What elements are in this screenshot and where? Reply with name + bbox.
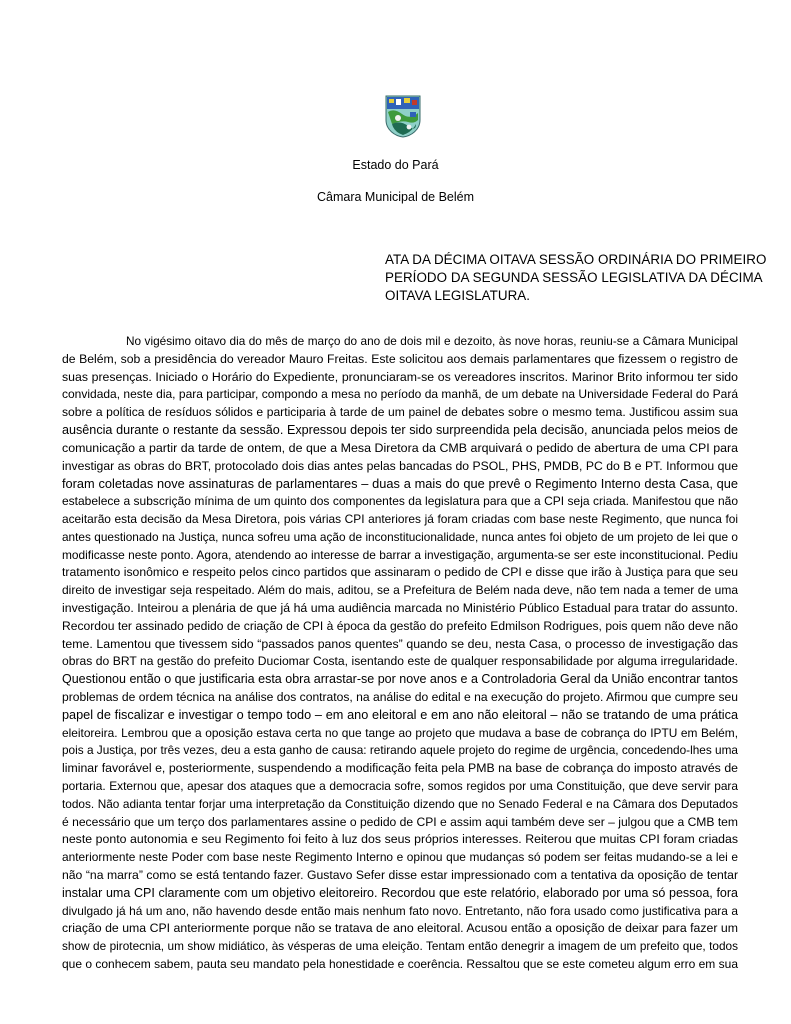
body-line: criação de uma CPI anteriormente porque não se tratava de ano eleitoral. Acusou então a oposição de deixar para fazer um	[62, 921, 738, 936]
chamber-name: Câmara Municipal de Belém	[316, 190, 474, 204]
body-line: pois a Justiça, por três vezes, deu a esta ganho de causa: retirando aquele projeto do regime de urgência, concedendo-lhes uma	[62, 743, 738, 758]
body-line: aceitarão esta decisão da Mesa Diretora, pois várias CPI anteriores já foram criadas com base neste Regimento, que nunca foi	[62, 511, 738, 526]
body-line: tratamento isonômico e respeito pelos cinco partidos que assinaram o pedido de CPI e disse que irão à Justiça para que seu	[62, 565, 738, 580]
body-line: ausência durante o restante da sessão. Expressou depois ter sido surpreendida pela decisão, anunciada pelos meios de	[62, 422, 738, 437]
title-line: OITAVA LEGISLATURA.	[385, 288, 531, 303]
body-line: suas presenças. Iniciado o Horário do Expediente, pronunciaram-se os vereadores inscritos. Marinor Brito informou ter sido	[62, 369, 738, 384]
body-line: todos. Não adianta tentar forjar uma interpretação da Constituição dizendo que no Senado Federal e na Câmara dos Deputados	[62, 796, 738, 811]
body-line: divulgado já há um ano, não havendo desde então mais nenhum fato novo. Entretanto, não fora usado como justificativa para a	[62, 903, 738, 918]
body-line: sobre a política de resíduos sólidos e participaria à tarde de um painel de debates sobre o mesmo tema. Justificou assim sua	[62, 405, 738, 420]
minutes-body-text	[62, 333, 738, 974]
body-line: instalar uma CPI claramente com um objetivo eleitoreiro. Recordou que este relatório, elaborado por uma só pessoa, fora	[62, 885, 738, 900]
body-line: portaria. Externou que, apesar dos ataques que a democracia sofre, somos regidos por uma Constituição, que deve servir para	[62, 778, 738, 793]
body-line: No vigésimo oitavo dia do mês de março do ano de dois mil e dezoito, às nove horas, reuniu-se a Câmara Municipal	[126, 334, 738, 348]
body-line: antes questionado na Justiça, nunca sofreu uma ação de inconstitucionalidade, nunca antes foi objeto de um projeto de lei que o	[62, 529, 738, 544]
document-title	[385, 251, 767, 305]
body-line: convidada, neste dia, para participar, compondo a mesa no período da manhã, de um debate na Universidade Federal do Pará	[62, 387, 738, 402]
body-line: modificasse neste ponto. Agora, atendendo ao interesse de barrar a investigação, argumenta-se ser este inconstitucional. Pediu	[62, 547, 738, 562]
body-line: obras do BRT na gestão do prefeito Duciomar Costa, isentando este de qualquer responsabilidade por alguma irregularidade.	[62, 654, 738, 669]
body-line: foram coletadas nove assinaturas de parlamentares – duas a mais do que prevê o Regimento Interno desta Casa, que	[62, 476, 738, 492]
title-line: ATA DA DÉCIMA OITAVA SESSÃO ORDINÁRIA DO PRIMEIRO	[385, 252, 767, 267]
body-line: estabelece a subscrição mínima de um quinto dos componentes da legislatura para que a CPI seja criada. Manifestou que não	[62, 494, 738, 509]
body-line: que o conhecem sabem, pauta seu mandato pela honestidade e coerência. Ressaltou que se este cometeu algum erro em sua	[62, 956, 738, 971]
body-line: papel de fiscalizar e investigar o tempo todo – em ano eleitoral e em ano não eleitoral – não se tratando de uma prática	[62, 707, 738, 722]
body-line: de Belém, sob a presidência do vereador Mauro Freitas. Este solicitou aos demais parlamentares que fizessem o registro de	[62, 351, 738, 366]
body-line: é necessário que um terço dos parlamentares assine o pedido de CPI e assim aqui também deve ser – julgou que a CMB tem	[62, 814, 738, 829]
body-line: não “na marra” como se está tentando fazer. Gustavo Sefer disse estar impressionado com a tentativa da oposição de tentar	[62, 867, 738, 882]
body-line: Recordou ter assinado pedido de criação de CPI à época da gestão do prefeito Edmilson Rodrigues, pois quem não deve não	[62, 618, 738, 633]
body-line: investigar as obras do BRT, protocolado dois dias antes pelas bancadas do PSOL, PHS, PMDB, PC do B e PT. Informou que	[62, 458, 738, 473]
title-line: PERÍODO DA SEGUNDA SESSÃO LEGISLATIVA DA DÉCIMA	[385, 270, 763, 285]
body-line: investigação. Inteirou a plenária de que já há uma audiência marcada no Ministério Público Estadual para tratar do assunto.	[62, 600, 738, 615]
state-name: Estado do Pará	[352, 158, 439, 172]
body-line: anteriormente neste Poder com base neste Regimento Interno e opinou que mudanças só podem ser feitas mudando-se a lei e	[62, 850, 738, 865]
body-line: liminar favorável e, posteriormente, suspendendo a modificação feita pela PMB na base de cobrança do imposto através de	[62, 761, 738, 776]
body-line: neste ponto autonomia e seu Regimento foi feito à luz dos seus próprios interesses. Reiterou que muitas CPI foram criadas	[62, 832, 738, 847]
body-line: direito de investigar seja respeitado. Além do mais, aditou, se a Prefeitura de Belém nada deve, não tem nada a temer de uma	[62, 583, 738, 598]
coat-of-arms-image	[384, 94, 422, 138]
body-line: comunicação a partir da tarde de ontem, de que a Mesa Diretora da CMB arquivará o pedido de abertura de uma CPI para	[62, 440, 738, 455]
body-line: eleitoreira. Lembrou que a oposição estava certa no que tange ao projeto que mudava a base de cobrança do IPTU em Belém,	[62, 725, 738, 740]
body-line: teme. Lamentou que tivessem sido “passados panos quentes” quando se deu, nesta Casa, o processo de investigação das	[62, 636, 738, 651]
body-line: problemas de ordem técnica na análise dos contratos, na análise do edital e na execução do projeto. Afirmou que cumpre seu	[62, 689, 738, 704]
body-line: show de pirotecnia, um show midiático, às vésperas de uma eleição. Tentam então denegrir a imagem de um prefeito que, todos	[62, 939, 738, 954]
body-line: Questionou então o que justificaria esta obra arrastar-se por nove anos e a Controladoria Geral da União encontrar tantos	[62, 672, 738, 687]
